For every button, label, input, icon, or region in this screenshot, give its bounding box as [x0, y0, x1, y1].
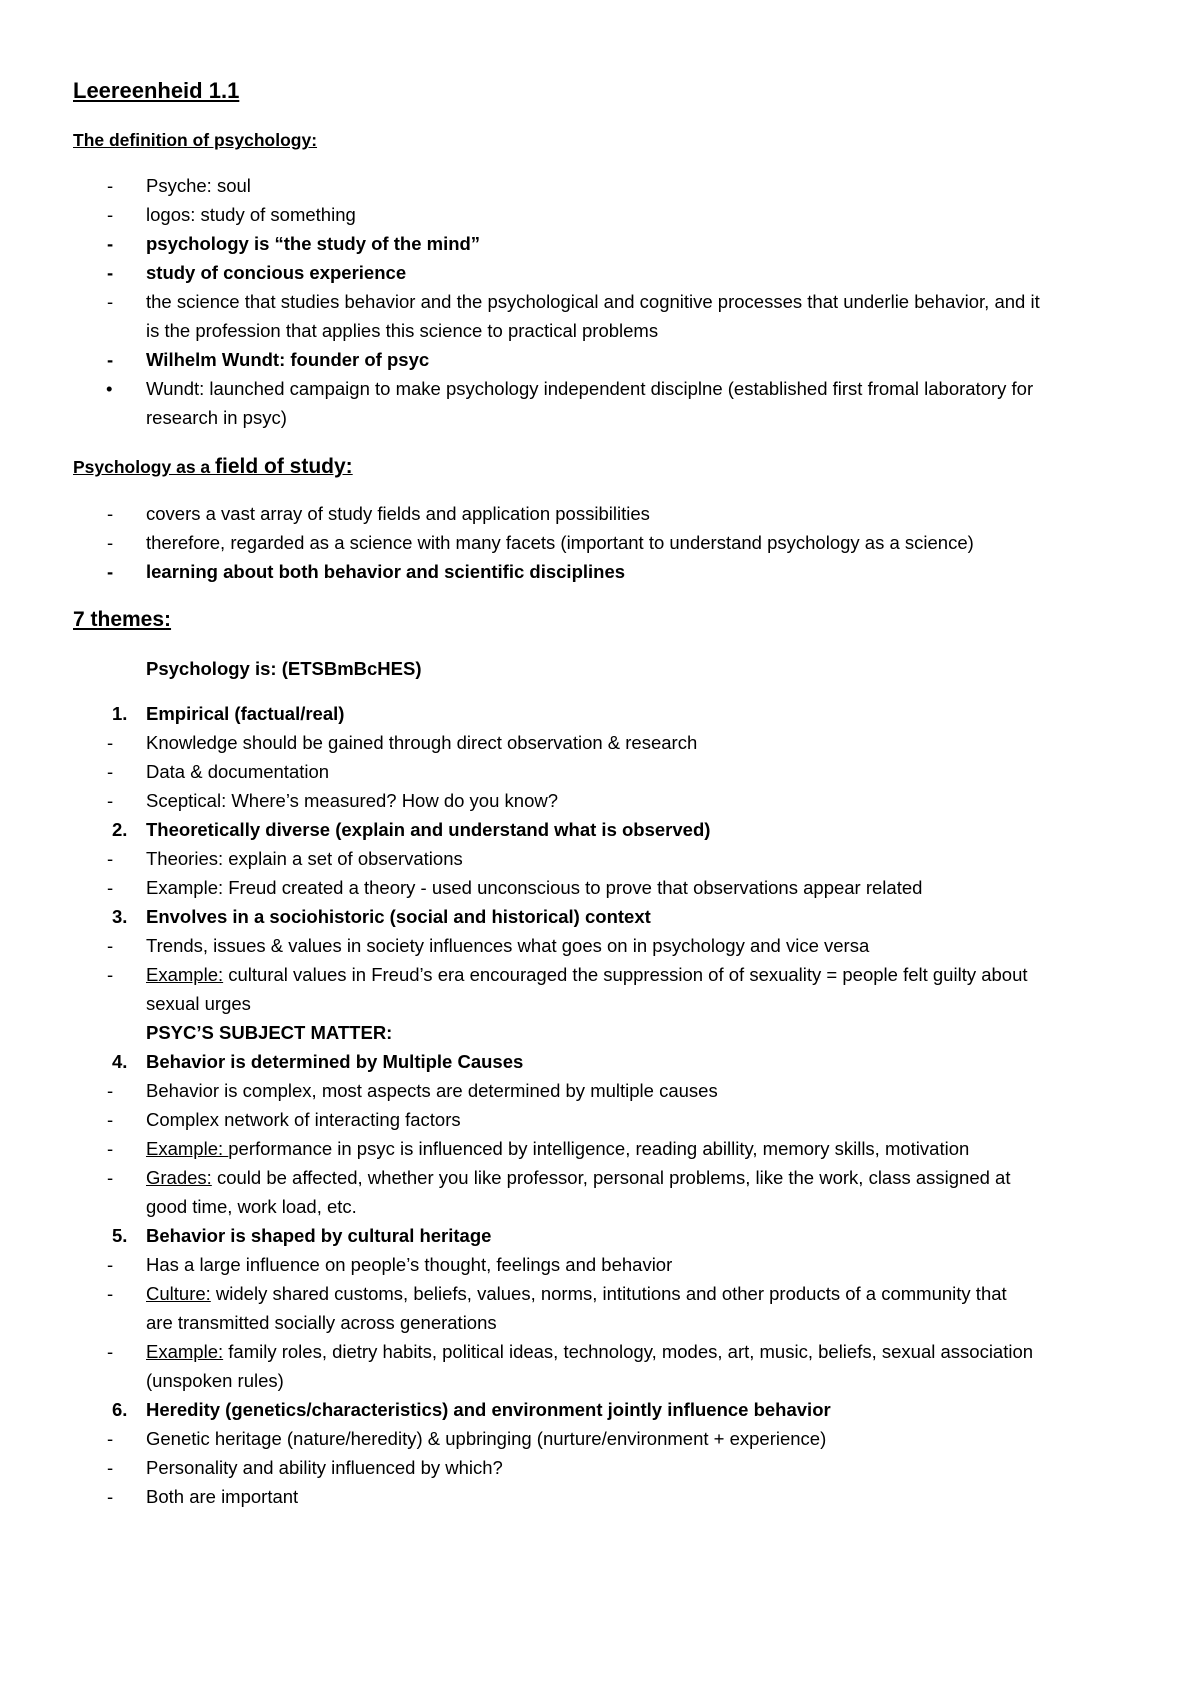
- list-item-text: the science that studies behavior and the psychological and cognitive processes that underlie behavior, and it: [146, 291, 1040, 312]
- heading-part: field of study:: [215, 455, 353, 478]
- list-item-text: learning about both behavior and scientific disciplines: [146, 561, 626, 582]
- dash-marker: -: [107, 503, 114, 524]
- culture-text: widely shared customs, beliefs, values, norms, intitutions and other products of a community that: [210, 1283, 1007, 1304]
- theme-number: 3.: [112, 906, 128, 927]
- example-text: family roles, dietry habits, political ideas, technology, modes, art, music, beliefs, sexual association: [223, 1341, 1034, 1362]
- dash-marker: -: [107, 175, 114, 196]
- dash-marker: -: [107, 1167, 114, 1188]
- dash-marker: -: [107, 790, 114, 811]
- dash-marker: -: [107, 291, 114, 312]
- list-item-text: study of concious experience: [146, 262, 407, 283]
- dash-marker: -: [107, 204, 114, 225]
- list-item-text: Behavior is complex, most aspects are determined by multiple causes: [146, 1080, 718, 1101]
- dash-marker: -: [107, 848, 114, 869]
- heading-part: Psychology as a: [73, 457, 216, 477]
- theme-number: 5.: [112, 1225, 128, 1246]
- example-label: Example:: [146, 1341, 224, 1362]
- dash-marker: -: [107, 233, 114, 254]
- dash-marker: -: [107, 761, 114, 782]
- dash-marker: -: [107, 561, 114, 582]
- theme-title-text: Theoretically diverse (explain and understand what is observed): [146, 819, 711, 840]
- dash-marker: -: [107, 532, 114, 553]
- list-item-text: Trends, issues & values in society influences what goes on in psychology and vice versa: [146, 935, 870, 956]
- page-title: Leereenheid 1.1: [73, 78, 240, 103]
- example-text: performance in psyc is influenced by intelligence, reading abillity, memory skills, motivation: [228, 1138, 970, 1159]
- dash-marker: -: [107, 935, 114, 956]
- list-item-text: Wilhelm Wundt: founder of psyc: [146, 349, 430, 370]
- example-text: cultural values in Freud’s era encouraged the suppression of of sexuality = people felt guilty about: [223, 964, 1028, 985]
- list-item-text: sexual urges: [146, 993, 251, 1014]
- culture-label: Culture:: [146, 1283, 211, 1304]
- bullet-marker: •: [106, 378, 113, 399]
- list-item-text: Wundt: launched campaign to make psychology independent disciplne (established first fromal laboratory for: [146, 378, 1034, 399]
- list-item-text: Theories: explain a set of observations: [146, 848, 463, 869]
- list-item-text: Knowledge should be gained through direct observation & research: [146, 732, 698, 753]
- dash-marker: -: [107, 1283, 114, 1304]
- grades-text: could be affected, whether you like professor, personal problems, like the work, class assigned at: [211, 1167, 1011, 1188]
- list-item-text: logos: study of something: [146, 204, 356, 225]
- dash-marker: -: [107, 1254, 114, 1275]
- theme-number: 2.: [112, 819, 128, 840]
- section-heading-themes: 7 themes:: [73, 608, 172, 631]
- theme-number: 4.: [112, 1051, 128, 1072]
- grades-label: Grades:: [146, 1167, 212, 1188]
- list-item-text: research in psyc): [146, 407, 287, 428]
- theme-title-text: Heredity (genetics/characteristics) and environment jointly influence behavior: [146, 1399, 831, 1420]
- dash-marker: -: [107, 262, 114, 283]
- dash-marker: -: [107, 1428, 114, 1449]
- dash-marker: -: [107, 1080, 114, 1101]
- dash-marker: -: [107, 1486, 114, 1507]
- theme-title-text: Behavior is determined by Multiple Causes: [146, 1051, 524, 1072]
- list-item-text: [146, 964, 1028, 986]
- theme-title-text: Empirical (factual/real): [146, 703, 345, 724]
- dash-marker: -: [107, 1109, 114, 1130]
- list-item-text: therefore, regarded as a science with many facets (important to understand psychology as a science): [146, 532, 974, 553]
- list-item-text: Complex network of interacting factors: [146, 1109, 461, 1130]
- dash-marker: -: [107, 877, 114, 898]
- list-item-text: good time, work load, etc.: [146, 1196, 357, 1217]
- subject-matter-text: PSYC’S SUBJECT MATTER:: [146, 1022, 393, 1043]
- list-item-text: Personality and ability influenced by which?: [146, 1457, 503, 1478]
- list-item-text: covers a vast array of study fields and application possibilities: [146, 503, 650, 524]
- example-label: Example:: [146, 1138, 229, 1159]
- dash-marker: -: [107, 1138, 114, 1159]
- list-item-text: [146, 1341, 1033, 1363]
- list-item-text: [146, 1138, 969, 1160]
- list-item-text: Has a large influence on people’s thought, feelings and behavior: [146, 1254, 673, 1275]
- list-item-text: [146, 1167, 1010, 1189]
- list-item-text: is the profession that applies this science to practical problems: [146, 320, 659, 341]
- list-item-text: (unspoken rules): [146, 1370, 284, 1391]
- section-heading-field: [73, 456, 1200, 478]
- section-heading-definition: The definition of psychology:: [73, 130, 318, 150]
- list-item-text: [146, 1283, 1007, 1305]
- list-item-text: are transmitted socially across generations: [146, 1312, 497, 1333]
- dash-marker: -: [107, 732, 114, 753]
- theme-number: 1.: [112, 703, 128, 724]
- themes-intro-text: Psychology is: (ETSBmBcHES): [146, 658, 422, 679]
- dash-marker: -: [107, 964, 114, 985]
- dash-marker: -: [107, 1341, 114, 1362]
- list-item-text: Example: Freud created a theory - used unconscious to prove that observations appear related: [146, 877, 923, 898]
- list-item-text: Both are important: [146, 1486, 299, 1507]
- example-label: Example:: [146, 964, 224, 985]
- theme-title-text: Behavior is shaped by cultural heritage: [146, 1225, 492, 1246]
- dash-marker: -: [107, 1457, 114, 1478]
- list-item-text: Genetic heritage (nature/heredity) & upbringing (nurture/environment + experience): [146, 1428, 827, 1449]
- list-item-text: psychology is “the study of the mind”: [146, 233, 481, 254]
- dash-marker: -: [107, 349, 114, 370]
- list-item-text: Psyche: soul: [146, 175, 251, 196]
- list-item-text: Data & documentation: [146, 761, 330, 782]
- list-item-text: Sceptical: Where’s measured? How do you know?: [146, 790, 559, 811]
- theme-number: 6.: [112, 1399, 128, 1420]
- theme-title-text: Envolves in a sociohistoric (social and historical) context: [146, 906, 651, 927]
